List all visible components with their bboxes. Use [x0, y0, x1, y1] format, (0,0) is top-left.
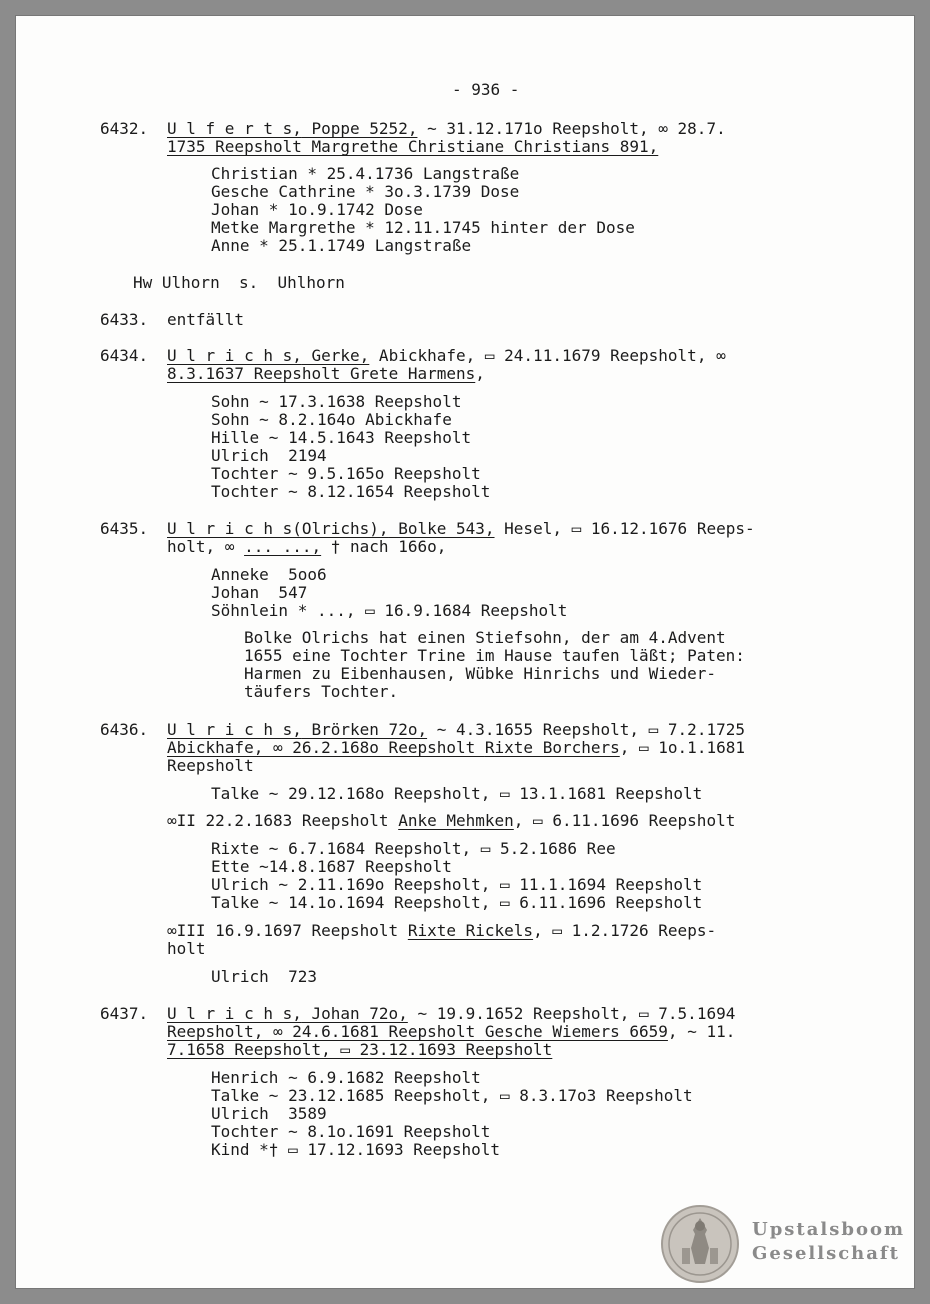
spouse-name: Gesche Wiemers 6659	[484, 1022, 668, 1041]
child-line: Söhnlein * ..., ▭ 16.9.1684 Reepsholt	[211, 601, 568, 620]
child-line: Metke Margrethe * 12.11.1745 hinter der Dose	[211, 218, 635, 237]
entry-number: 6436.	[100, 720, 149, 739]
note-line: täufers Tochter.	[244, 682, 399, 701]
watermark-line: Gesellschaft	[752, 1243, 900, 1264]
child-line: Ulrich 2194	[211, 446, 327, 465]
entry-heading-cont	[167, 365, 485, 383]
marriage-prefix: holt, ∞	[167, 537, 245, 556]
marriage-date: Abickhafe, ∞ 26.2.168o Reepsholt	[167, 738, 485, 757]
society-seal-icon	[660, 1204, 740, 1284]
given-name: Gerke,	[301, 346, 370, 365]
entry-heading-cont	[167, 538, 446, 556]
surname: U l r i c h s,	[167, 1004, 302, 1023]
entry-heading	[167, 120, 726, 138]
note-line: 1655 eine Tochter Trine im Hause taufen läßt; Paten:	[244, 646, 745, 665]
entry-heading-cont	[167, 739, 745, 757]
spouse-name: Rixte Rickels	[407, 921, 534, 940]
note-line: Bolke Olrichs hat einen Stiefsohn, der am 4.Advent	[244, 628, 726, 647]
marriage-date: 8.3.1637 Reepsholt	[167, 364, 351, 383]
child-line: Henrich ~ 6.9.1682 Reepsholt	[211, 1068, 481, 1087]
child-line: Johan * 1o.9.1742 Dose	[211, 200, 423, 219]
spouse-name: ... ...,	[244, 537, 322, 556]
entry-number: 6434.	[100, 346, 149, 365]
surname: U l f e r t s,	[167, 119, 302, 138]
entry-text: entfällt	[167, 310, 245, 329]
marriage-date: Reepsholt, ∞ 24.6.1681 Reepsholt	[167, 1022, 485, 1041]
marriage-prefix: ∞III 16.9.1697 Reepsholt	[167, 921, 408, 940]
entry-heading	[167, 721, 745, 739]
heading-details: Abickhafe, ▭ 24.11.1679 Reepsholt, ∞	[369, 346, 726, 365]
heading-details: ~ 19.9.1652 Reepsholt, ▭ 7.5.1694	[407, 1004, 736, 1023]
child-line: Ulrich 723	[211, 967, 317, 986]
death-note: † nach 166o,	[321, 537, 447, 556]
entry-heading	[167, 520, 755, 538]
entry-heading-cont	[167, 1023, 735, 1041]
child-line: Talke ~ 23.12.1685 Reepsholt, ▭ 8.3.17o3 Reepsholt	[211, 1086, 693, 1105]
given-name: Brörken 72o,	[301, 720, 428, 739]
heading-details: Hesel, ▭ 16.12.1676 Reeps-	[494, 519, 755, 538]
child-line: Sohn ~ 17.3.1638 Reepsholt	[211, 392, 462, 411]
child-line: Ulrich ~ 2.11.169o Reepsholt, ▭ 11.1.1694 Reepsholt	[211, 875, 703, 894]
heading-details: ~ 31.12.171o Reepsholt, ∞ 28.7.	[417, 119, 726, 138]
spouse-baptism: , ~ 11.	[667, 1022, 736, 1041]
burial-date: , ▭ 6.11.1696 Reepsholt	[513, 811, 736, 830]
note-line: Harmen zu Eibenhausen, Wübke Hinrichs und Wieder-	[244, 664, 717, 683]
entry-heading	[167, 347, 726, 365]
child-line: Talke ~ 14.1o.1694 Reepsholt, ▭ 6.11.1696 Reepsholt	[211, 893, 703, 912]
watermark-line: Upstalsboom	[752, 1219, 906, 1240]
entry-heading-cont: 1735 Reepsholt Margrethe Christiane Christians 891,	[167, 137, 659, 156]
child-line: Ulrich 3589	[211, 1104, 327, 1123]
third-marriage-cont: holt	[167, 939, 206, 958]
given-name: Poppe 5252,	[301, 119, 418, 138]
spouse-name: Grete Harmens	[350, 364, 476, 383]
child-line: Tochter ~ 8.1o.1691 Reepsholt	[211, 1122, 491, 1141]
marriage-prefix: ∞II 22.2.1683 Reepsholt	[167, 811, 399, 830]
child-line: Anne * 25.1.1749 Langstraße	[211, 236, 472, 255]
surname: U l r i c h s,	[167, 720, 302, 739]
child-line: Tochter ~ 8.12.1654 Reepsholt	[211, 482, 491, 501]
spouse-name: Anke Mehmken	[398, 811, 514, 830]
burial-date: , ▭ 1o.1.1681	[619, 738, 745, 757]
surname: U l r i c h s,	[167, 346, 302, 365]
child-line: Tochter ~ 9.5.165o Reepsholt	[211, 464, 481, 483]
child-line: Talke ~ 29.12.168o Reepsholt, ▭ 13.1.1681 Reepsholt	[211, 784, 703, 803]
child-line: Gesche Cathrine * 3o.3.1739 Dose	[211, 182, 520, 201]
entry-number: 6432.	[100, 119, 149, 138]
spouse-name: Rixte Borchers	[484, 738, 620, 757]
child-line: Anneke 5oo6	[211, 565, 327, 584]
given-name: Bolke 543,	[388, 519, 495, 538]
second-marriage	[167, 812, 735, 830]
child-line: Ette ~14.8.1687 Reepsholt	[211, 857, 452, 876]
entry-heading	[167, 1005, 735, 1023]
child-line: Johan 547	[211, 583, 308, 602]
cross-reference: Hw Ulhorn s. Uhlhorn	[133, 273, 345, 292]
entry-number: 6433.	[100, 310, 149, 329]
entry-heading-cont: Reepsholt	[167, 756, 254, 775]
entry-number: 6435.	[100, 519, 149, 538]
child-line: Hille ~ 14.5.1643 Reepsholt	[211, 428, 472, 447]
child-line: Christian * 25.4.1736 Langstraße	[211, 164, 520, 183]
burial-date: , ▭ 1.2.1726 Reeps-	[533, 921, 717, 940]
punct: ,	[475, 364, 485, 383]
entry-number: 6437.	[100, 1004, 149, 1023]
entry-heading-cont: 7.1658 Reepsholt, ▭ 23.12.1693 Reepsholt	[167, 1040, 553, 1059]
child-line: Kind *† ▭ 17.12.1693 Reepsholt	[211, 1140, 500, 1159]
heading-details: ~ 4.3.1655 Reepsholt, ▭ 7.2.1725	[427, 720, 745, 739]
given-name: Johan 72o,	[301, 1004, 408, 1023]
surname: U l r i c h s(Olrichs),	[167, 519, 389, 538]
page-number: - 936 -	[452, 80, 520, 99]
child-line: Sohn ~ 8.2.164o Abickhafe	[211, 410, 452, 429]
third-marriage	[167, 922, 716, 940]
child-line: Rixte ~ 6.7.1684 Reepsholt, ▭ 5.2.1686 Ree	[211, 839, 616, 858]
